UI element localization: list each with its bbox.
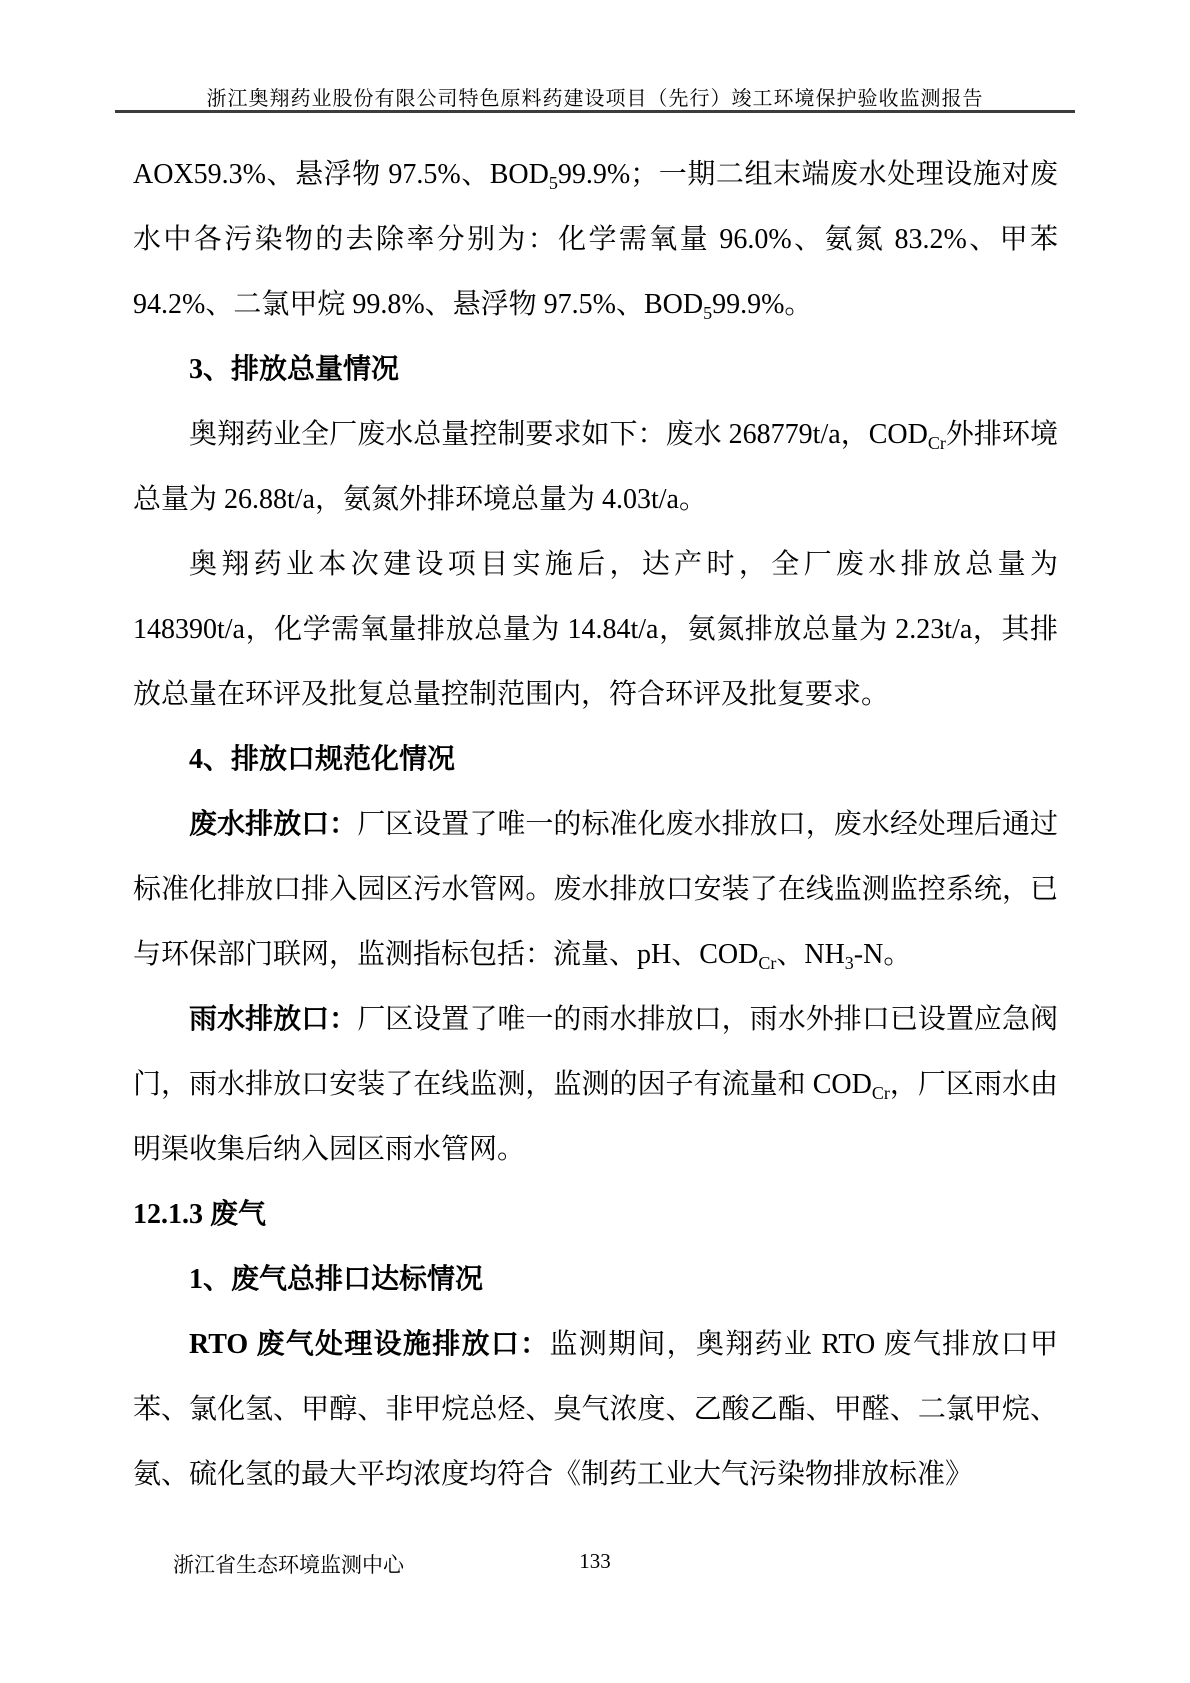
text-run: 奥翔药业全厂废水总量控制要求如下：废水 268779t/a，COD	[189, 419, 928, 450]
paragraph	[133, 987, 1058, 1182]
subscript-text: Cr	[871, 1083, 890, 1103]
text-run: 99.9%。	[712, 289, 813, 320]
text-run: -N。	[853, 939, 912, 970]
text-run: 厂区设置了唯一的标准化废水排放口，废水经处理后通过标准化排放口排入园区污水管网。废水排放口安装了在线监测监控系统，已与环保部门联网，监测指标包括：流量、pH、COD	[133, 809, 1058, 970]
text-run: AOX59.3%、悬浮物 97.5%、BOD	[133, 159, 549, 190]
text-run: 99.9%；一期二组末端废水处理设施对废水中各污染物的去除率分别为：化学需氧量 96.0%、氨氮 83.2%、甲苯 94.2%、二氯甲烷 99.8%、悬浮物 97.5%、BOD	[133, 159, 1059, 320]
subscript-text: 3	[844, 953, 854, 973]
section-heading	[133, 1182, 1058, 1247]
text-run: ，厂区雨水由明渠收集后纳入园区雨水管网。	[133, 1069, 1058, 1165]
text-run: 外排环境总量为 26.88t/a，氨氮外排环境总量为 4.03t/a。	[133, 419, 1058, 515]
text-run: 监测期间，奥翔药业 RTO 废气排放口甲苯、氯化氢、甲醇、非甲烷总烃、臭气浓度、乙酸乙酯、甲醛、二氯甲烷、氨、硫化氢的最大平均浓度均符合《制药工业大气污染物排放标准》	[133, 1329, 1058, 1490]
subscript-text: Cr	[927, 433, 946, 453]
text-run: 奥翔药业本次建设项目实施后，达产时，全厂废水排放总量为 148390t/a，化学需氧量排放总量为 14.84t/a，氨氮排放总量为 2.23t/a，其排放总量在环评及批复总量控制范围内，符合环评及批复要求。	[133, 549, 1058, 710]
paragraph	[133, 142, 1058, 337]
bold-text-run: 3、排放总量情况	[189, 354, 400, 385]
footer-page-number: 133	[579, 1549, 611, 1573]
bold-text-run: 废水排放口：	[189, 809, 358, 840]
text-run: 、NH	[776, 939, 845, 970]
document-body	[133, 142, 1058, 1507]
paragraph	[133, 792, 1058, 987]
bold-text-run: 12.1.3 废气	[133, 1199, 267, 1230]
subscript-text: 5	[703, 303, 713, 323]
bold-text-run: 1、废气总排口达标情况	[189, 1264, 484, 1295]
paragraph	[133, 402, 1058, 532]
bold-text-run: 4、排放口规范化情况	[189, 744, 456, 775]
subscript-text: Cr	[758, 953, 777, 973]
header-rule	[115, 110, 1075, 113]
paragraph	[133, 1312, 1058, 1507]
section-heading	[133, 1247, 1058, 1312]
subscript-text: 5	[548, 173, 558, 193]
text-run: 厂区设置了唯一的雨水排放口，雨水外排口已设置应急阀门，雨水排放口安装了在线监测，监测的因子有流量和 COD	[133, 1004, 1058, 1100]
bold-text-run: 雨水排放口：	[189, 1004, 358, 1035]
footer-organization: 浙江省生态环境监测中心	[173, 1553, 404, 1577]
page-header-title: 浙江奥翔药业股份有限公司特色原料药建设项目（先行）竣工环境保护验收监测报告	[206, 88, 984, 110]
section-heading	[133, 727, 1058, 792]
bold-text-run: RTO 废气处理设施排放口：	[189, 1329, 550, 1360]
section-heading	[133, 337, 1058, 402]
paragraph	[133, 532, 1058, 727]
